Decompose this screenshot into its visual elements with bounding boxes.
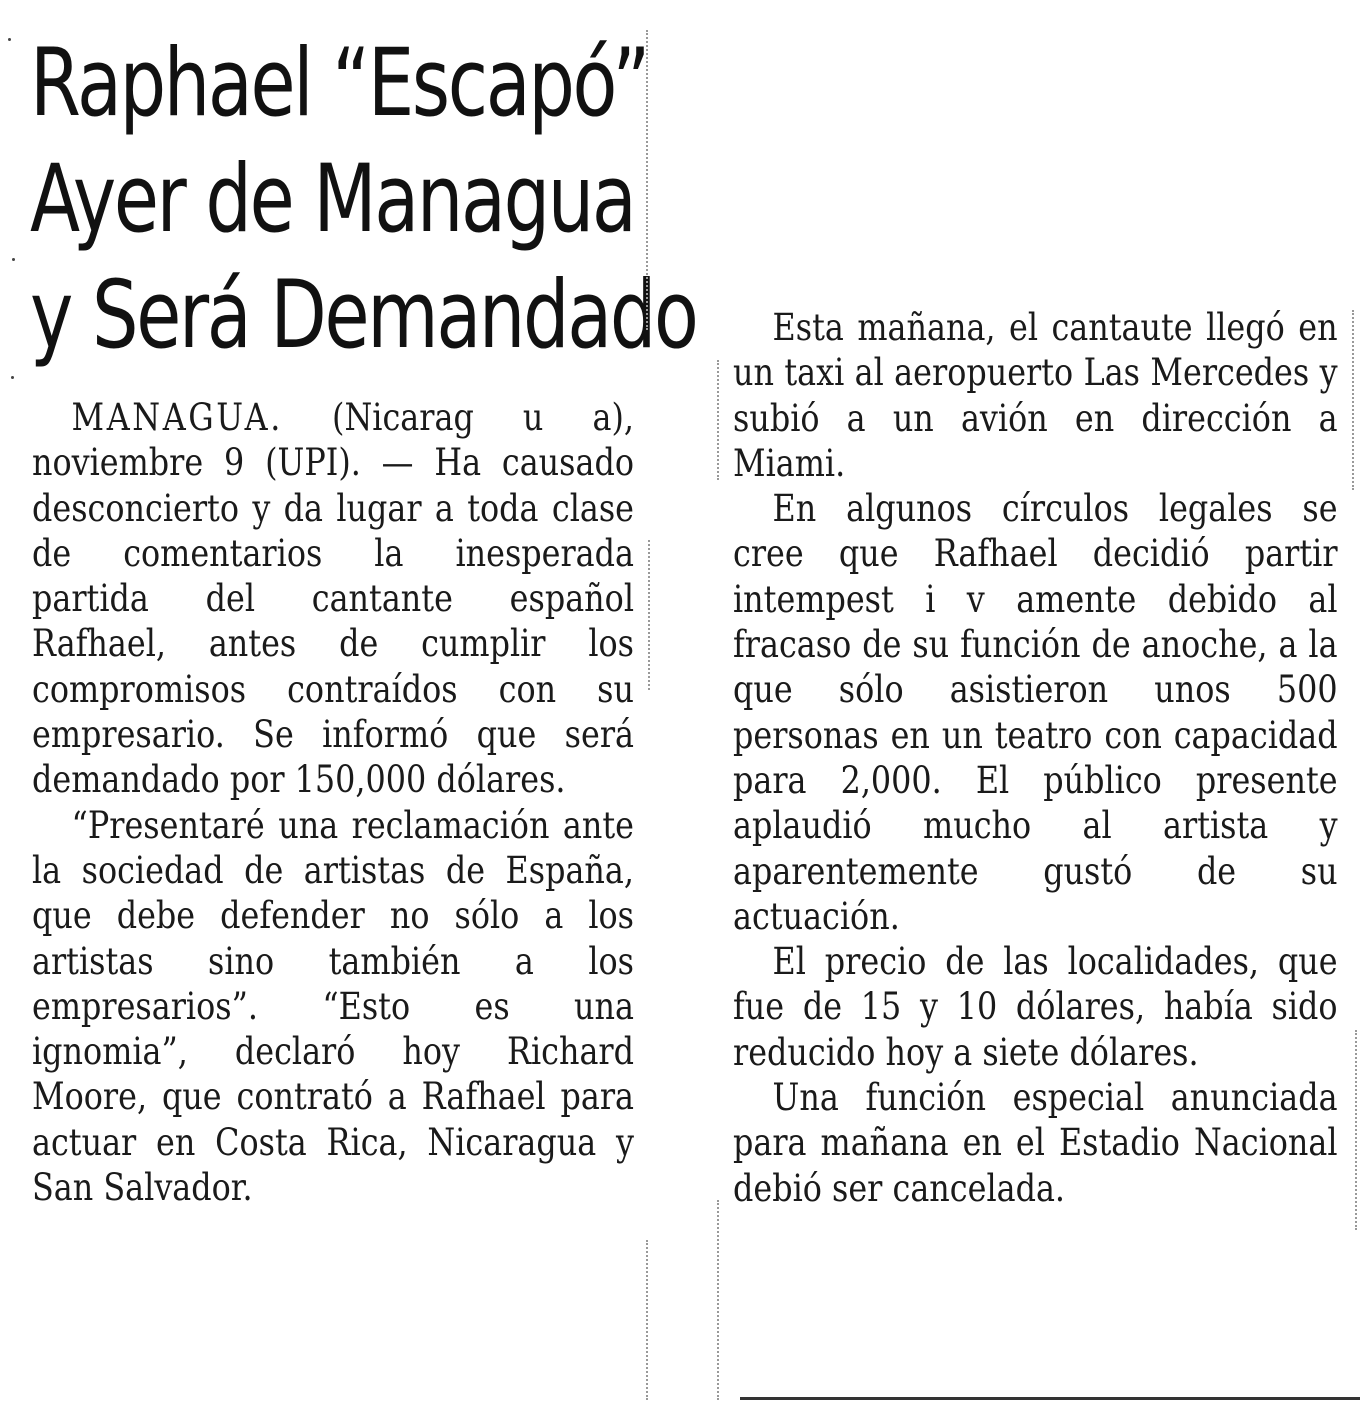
print-speck (11, 376, 14, 379)
article-paragraph: El precio de las localidades, que fue de 15 y 10 dólares, había sido reducido hoy a siete dólares. (733, 940, 1338, 1074)
headline-line-3: y Será Demandado (30, 261, 697, 370)
column-separator-dots (1352, 310, 1354, 490)
article-headline (30, 26, 697, 374)
bottom-rule (740, 1397, 1360, 1400)
column-separator-dots (1355, 1030, 1357, 1230)
column-separator-dots (717, 1200, 719, 1400)
article-paragraph: “Presentaré una reclamación ante la sociedad de artistas de España, que debe defender no sólo a los artistas sino también a los empresarios”. “Esto es una ignomia”, declaró hoy Richard Moore, que contrató a Rafhael para actuar en Costa Rica, Nicaragua y San Salvador. (32, 803, 634, 1210)
article-dateline: MANAGUA. (71, 396, 283, 439)
article-column-right (733, 305, 1338, 1211)
column-separator-dots (648, 540, 650, 690)
column-separator-dots (646, 30, 648, 330)
print-speck (8, 38, 11, 41)
article-paragraph-text: (Nicarag u a), noviembre 9 (UPI). — Ha causado desconcierto y da lugar a toda clase de comentarios la inesperada partida del cantante español Rafhael, antes de cumplir los compromisos contraídos con su empresario. Se informó que será demandado por 150,000 dólares. (32, 396, 634, 802)
print-speck (12, 258, 15, 261)
article-paragraph (32, 395, 634, 803)
column-separator-dots (717, 360, 719, 480)
article-paragraph: Una función especial anunciada para mañana en el Estadio Nacional debió ser cancelada. (733, 1076, 1338, 1210)
article-column-left (32, 395, 634, 1210)
article-paragraph: Esta mañana, el cantaute llegó en un taxi al aeropuerto Las Mercedes y subió a un avión en dirección a Miami. (733, 306, 1338, 485)
column-separator-dots (646, 1240, 648, 1400)
article-paragraph: En algunos círculos legales se cree que Rafhael decidió partir intempest i v amente debido al fracaso de su función de anoche, a la que sólo asistieron unos 500 personas en un teatro con capacidad para 2,000. El público presente aplaudió mucho al artista y aparentemente gustó de su actuación. (733, 487, 1338, 938)
headline-line-1: Raphael “Escapó” (30, 29, 649, 138)
headline-line-2: Ayer de Managua (30, 145, 635, 254)
